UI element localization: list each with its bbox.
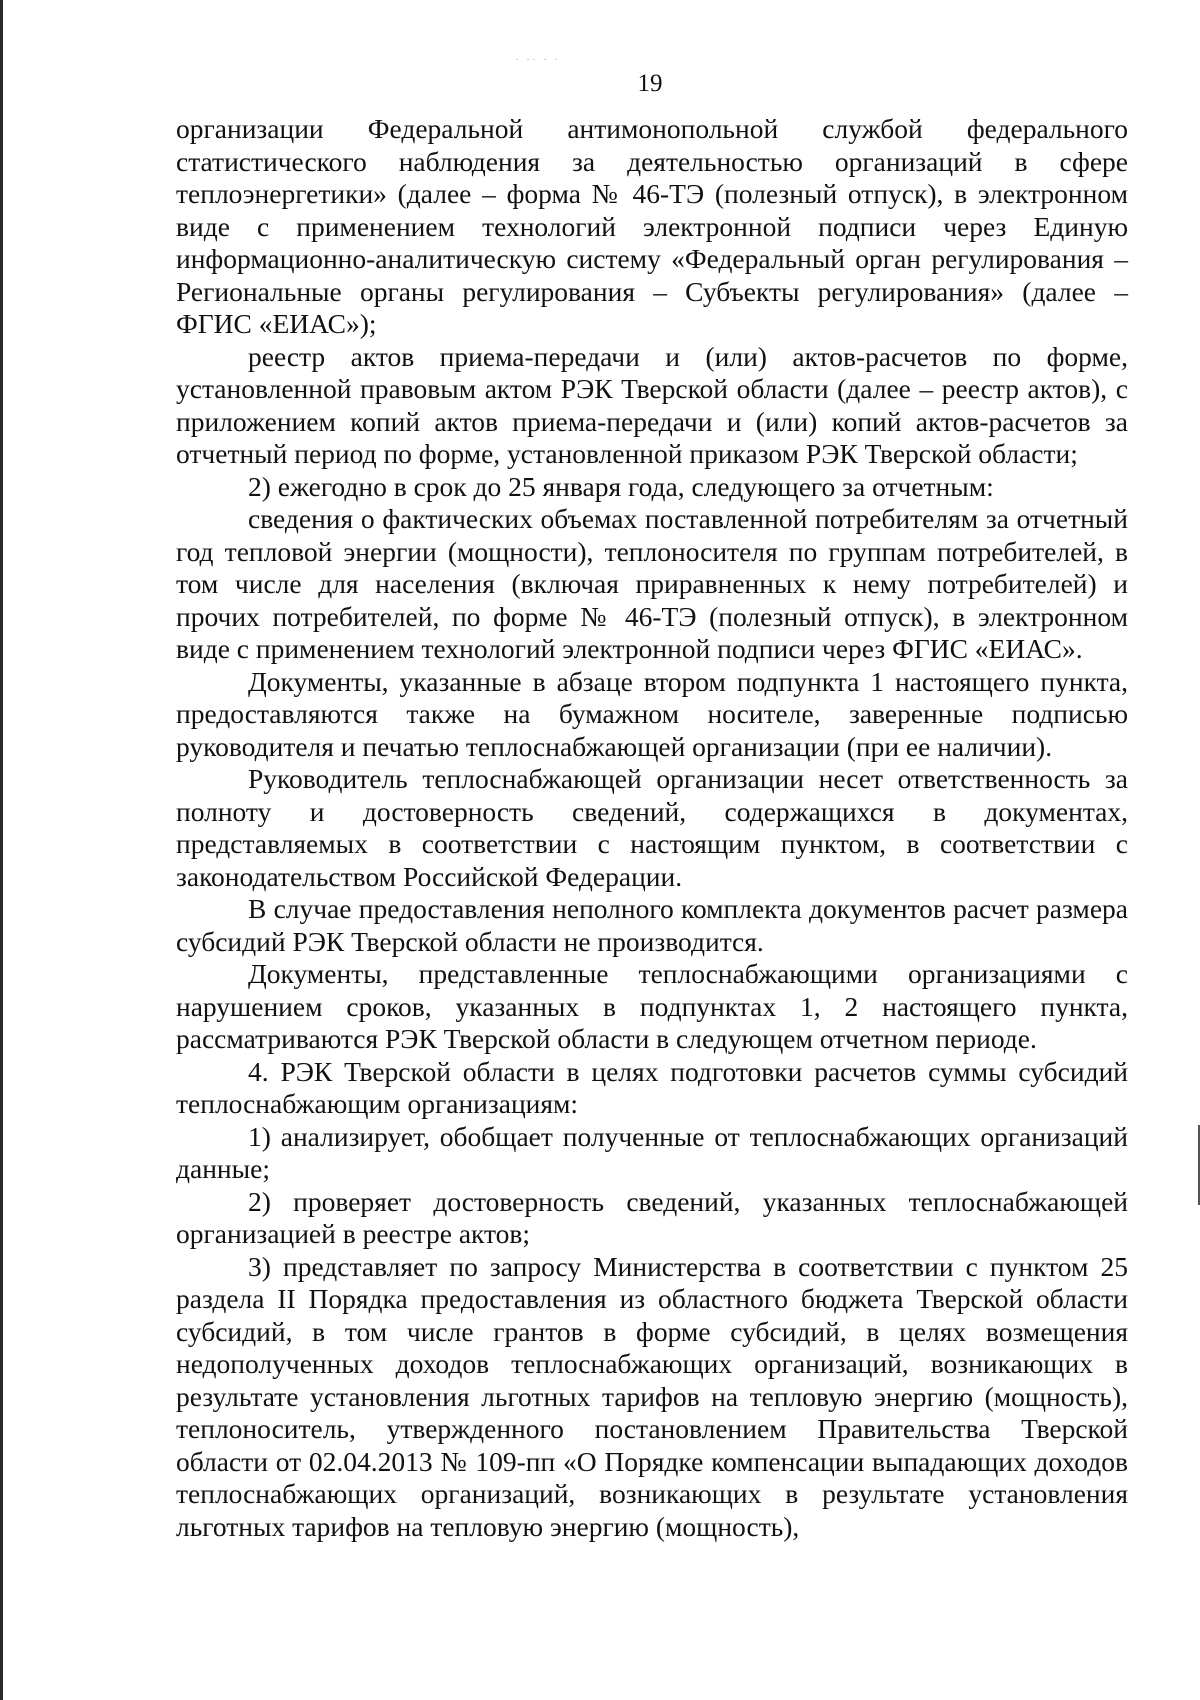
paragraph-incomplete-set: В случае предоставления неполного комплекта документов расчет размера субсидий РЭК Тверской области не производится. [176,893,1128,957]
paragraph-item-4: 4. РЭК Тверской области в целях подготовки расчетов суммы субсидий теплоснабжающим организациям: [176,1055,1128,1119]
paragraph-acts-register: реестр актов приема-передачи и (или) актов-расчетов по форме, установленной правовым актом РЭК Тверской области (далее – реестр актов), с приложением копий актов приема-передачи и (или) копий актов-расчетов за отчетный период по форме, установленной приказом РЭК Тверской области; [176,340,1128,469]
paragraph-item-4-2: 2) проверяет достоверность сведений, указанных теплоснабжающей организацией в реестре актов; [176,1185,1128,1249]
paragraph-late-documents: Документы, представленные теплоснабжающими организациями с нарушением сроков, указанных в подпунктах 1, 2 настоящего пункта, рассматриваются РЭК Тверской области в следующем отчетном периоде. [176,958,1128,1054]
page-number: 19 [637,70,663,97]
paragraph-continuation: организации Федеральной антимонопольной службой федерального статистического наблюдения за деятельностью организаций в сфере теплоэнергетики» (далее – форма № 46-ТЭ (полезный отпуск), в электронном виде с применением технологий электронной подписи через Единую информационно-аналитическую систему «Федеральный орган регулирования – Региональные органы регулирования – Субъекты регулирования» (далее – ФГИС «ЕИАС»); [176,113,1128,339]
document-body [176,113,1128,1543]
paragraph-item-4-3: 3) представляет по запросу Министерства в соответствии с пунктом 25 раздела II Порядка предоставления из областного бюджета Тверской области субсидий, в том числе грантов в форме субсидий, в целях возмещения недополученных доходов теплоснабжающих организаций, возникающих в результате установления льготных тарифов на тепловую энергию (мощность), теплоноситель, утвержденного постановлением Правительства Тверской области от 02.04.2013 № 109-пп «О Порядке компенсации выпадающих доходов теплоснабжающих организаций, возникающих в результате установления льготных тарифов на тепловую энергию (мощность), [176,1250,1128,1542]
paragraph-paper-documents: Документы, указанные в абзаце втором подпункта 1 настоящего пункта, предоставляются также на бумажном носителе, заверенные подписью руководителя и печатью теплоснабжающей организации (при ее наличии). [176,665,1128,762]
paragraph-annual-deadline: 2) ежегодно в срок до 25 января года, следующего за отчетным: [248,470,994,502]
paragraph-actual-volumes: сведения о фактических объемах поставленной потребителям за отчетный год тепловой энергии (мощности), теплоносителя по группам потребителей, в том числе для населения (включая приравненных к нему потребителей) и прочих потребителей, по форме № 46-ТЭ (полезный отпуск), в электронном виде с применением технологий электронной подписи через ФГИС «ЕИАС». [176,503,1128,664]
paragraph-item-4-1: 1) анализирует, обобщает полученные от теплоснабжающих организаций данные; [176,1120,1128,1184]
scan-left-edge [0,0,3,1700]
scan-noise: · ·· · · [515,52,560,66]
paragraph-responsibility: Руководитель теплоснабжающей организации несет ответственность за полноту и достоверность сведений, содержащихся в документах, представляемых в соответствии с настоящим пунктом, в соответствии с законодательством Российской Федерации. [176,763,1128,892]
